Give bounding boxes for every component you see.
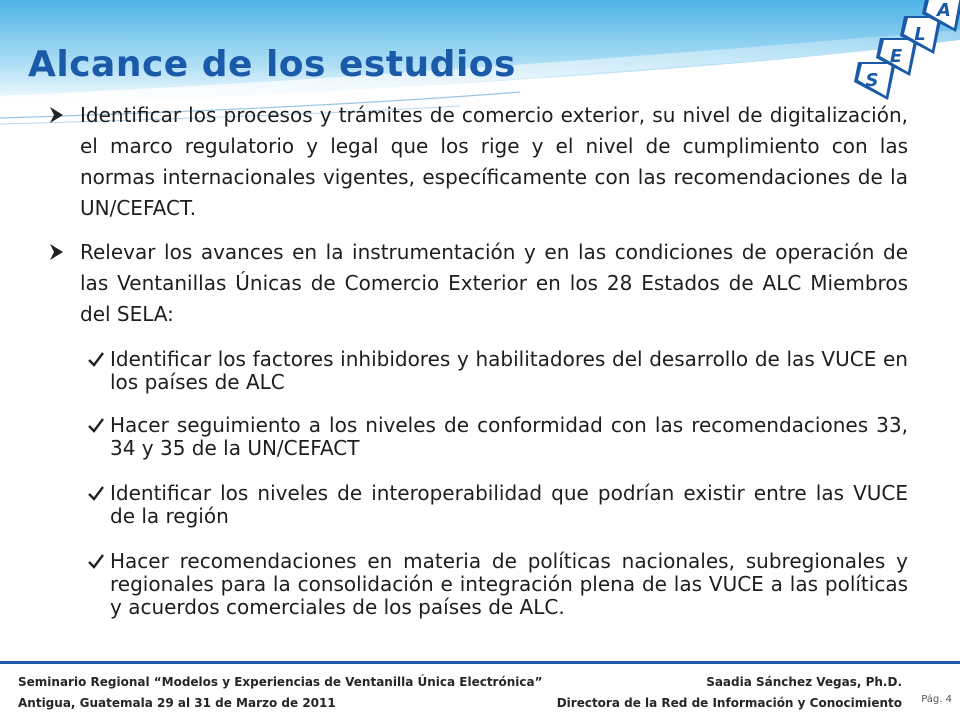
sub-item bbox=[86, 482, 908, 528]
sela-logo bbox=[850, 0, 960, 104]
checkmark-icon bbox=[86, 483, 106, 503]
bullet-item bbox=[48, 237, 908, 330]
sub-item-text: Identificar los niveles de interoperabilidad que podrían existir entre las VUCE de la región bbox=[110, 481, 908, 528]
page-number: Pág. 4 bbox=[921, 694, 952, 705]
footer-event-title: Seminario Regional “Modelos y Experiencias de Ventanilla Única Electrónica” bbox=[18, 675, 543, 689]
sub-item bbox=[86, 348, 908, 394]
logo-diamond-s bbox=[854, 62, 896, 100]
svg-text:S: S bbox=[865, 70, 879, 91]
footer-author-info bbox=[557, 672, 902, 714]
bullet-text: Identificar los procesos y trámites de comercio exterior, su nivel de digitalización, el marco regulatorio y legal que los rige y el nivel de cumplimiento con las normas internacionales vigentes, específicamente con las recomendaciones de la UN/CEFACT. bbox=[80, 103, 908, 220]
arrow-bullet-icon bbox=[48, 104, 66, 126]
checkmark-icon bbox=[86, 415, 106, 435]
sub-item bbox=[86, 414, 908, 460]
sub-item bbox=[86, 550, 908, 619]
slide-title: Alcance de los estudios bbox=[28, 44, 516, 85]
arrow-bullet-icon bbox=[48, 241, 66, 263]
sub-item-text: Hacer recomendaciones en materia de políticas nacionales, subregionales y regionales para la consolidación e integración plena de las VUCE a las políticas y acuerdos comerciales de los países de ALC. bbox=[110, 549, 908, 619]
svg-text:A: A bbox=[937, 0, 951, 21]
footer-event-info bbox=[18, 672, 542, 714]
bullet-text: Relevar los avances en la instrumentación y en las condiciones de operación de las Ventanillas Únicas de Comercio Exterior en los 28 Estados de ALC Miembros del SELA: bbox=[80, 240, 908, 326]
svg-text:L: L bbox=[914, 24, 926, 45]
footer-event-place-date: Antigua, Guatemala 29 al 31 de Marzo de 2011 bbox=[18, 696, 336, 710]
sub-item-text: Identificar los factores inhibidores y habilitadores del desarrollo de las VUCE en los países de ALC bbox=[110, 347, 908, 394]
footer-author-name: Saadia Sánchez Vegas, Ph.D. bbox=[706, 675, 902, 689]
footer-divider bbox=[0, 661, 960, 664]
svg-text:E: E bbox=[889, 46, 903, 67]
footer-author-role: Directora de la Red de Información y Conocimiento bbox=[556, 696, 902, 710]
bullet-item bbox=[48, 100, 908, 224]
checkmark-icon bbox=[86, 349, 106, 369]
checkmark-icon bbox=[86, 551, 106, 571]
sub-item-text: Hacer seguimiento a los niveles de conformidad con las recomendaciones 33, 34 y 35 de la UN/CEFACT bbox=[110, 413, 908, 460]
